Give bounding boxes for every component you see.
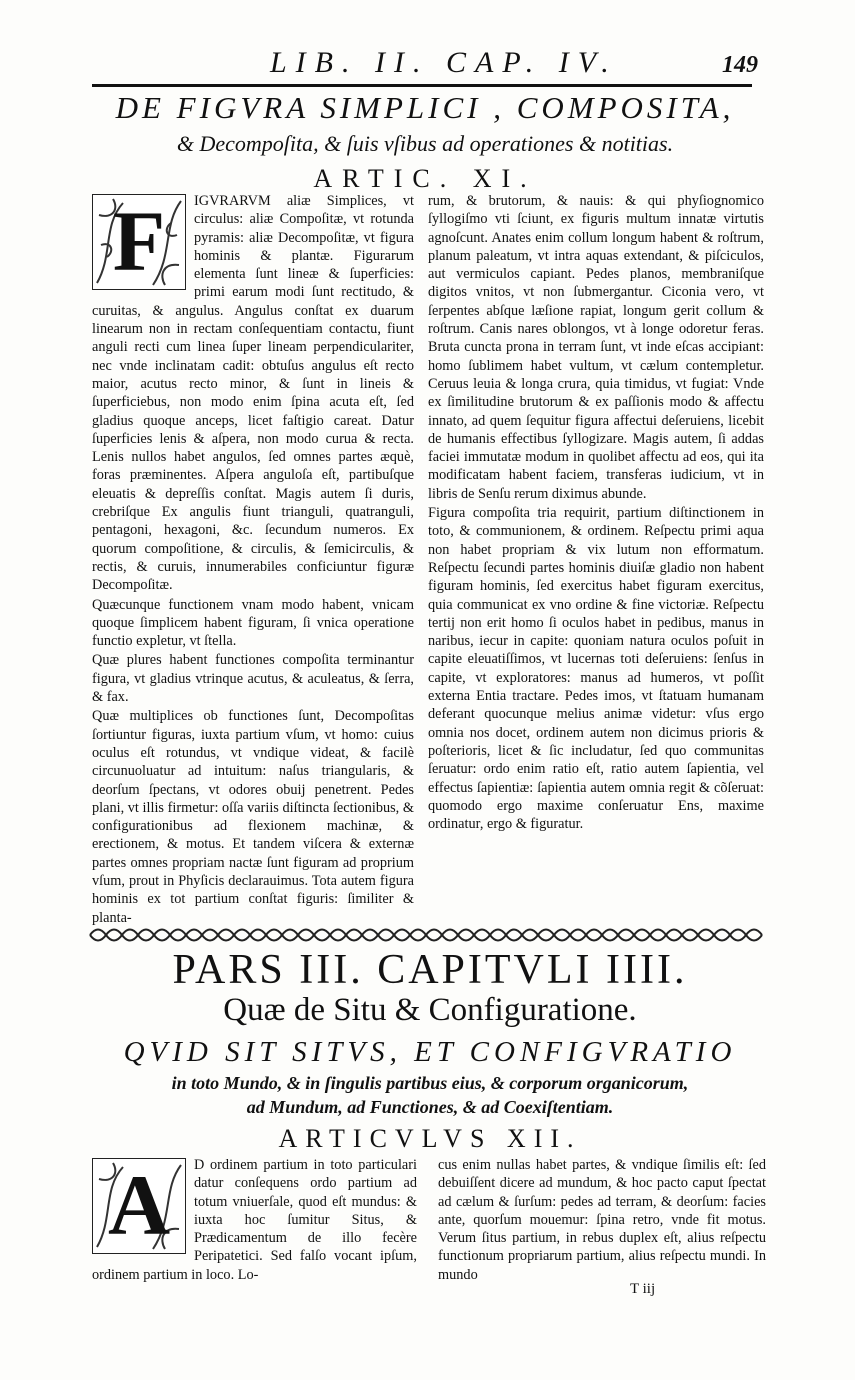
section-subtitle: & Decompoſita, & ſuis vſibus ad operationes & notitias. bbox=[176, 131, 674, 156]
section-title: DE FIGVRA SIMPLICI , COMPOSITA, bbox=[115, 90, 735, 125]
decorated-initial-f bbox=[92, 194, 186, 290]
paragraph: rum, & brutorum, & nauis: & qui phyſiognomico ſyllogiſmo vti ſciunt, ex figuris multum innatæ virtutis agnoſcunt. Anates enim collum longum habent & roſtrum, planum paleatum, vt intra aquas extendant, & piſciculos, aut vermiculos capiant. Pedes planos, membraniſque digitos vnitos, vt non ſubmergantur. Ciconia vero, vt ſerpentes abſque læſione rapiat, longum gerit collum & roſtrum. Canis nares oblongos, vt à longe odoretur feras. Bruta cuncta prona in terram ſunt, vt inde eſcas accipiant: homo ſublimem habet vultum, vt cælum contempletur. Ceruus leuia & longa crura, quia timidus, vt fugiat: Vnde ex ſimilitudine brutorum & ex paſſionis modo & affectu innato, ad quem ſequitur figura affectui deſeruiens, licebit de humanis effectibus ſyllogizare. Magis autem, ſi addas faciei immutatæ modum in quolibet affectu ad eos, qui ita modificatam habent faciem, transferas iudicium, vt in libris de Senſu rerum diximus abunde. bbox=[428, 193, 764, 502]
paragraph: cus enim nullas habet partes, & vndique ſimilis eſt: ſed debuiſſent dicere ad mundum, & hoc pacto caput ſpectat ad cælum & ſurſum: pedes ad terram, & deorſum: facies ante, quorſum mouemur: ſpina retro, vnde fit motus. Verum ſitus partium, in rebus duplex eſt, alius reſpectu functionum propriarum partium, alius reſpectu mundi. In mundo bbox=[438, 1157, 766, 1283]
article-heading: ARTIC. XI. bbox=[313, 164, 537, 193]
text-column-left-2 bbox=[92, 1156, 417, 1286]
dropcap-letter: F bbox=[112, 193, 166, 289]
running-title: LIB. II. CAP. IV. bbox=[270, 46, 618, 79]
page-number: 149 bbox=[722, 52, 758, 78]
paragraph: Figura compoſita tria requirit, partium diſtinctionem in toto, & communionem, & ordinem. Reſpectu primi aqua non habet propriam & vix lutum non efformatum. Reſpectu ſecundi partes hominis diuiſæ gladio non habent figuram hominis, ſed exercitus habet figuram exercitus, quia communicat ex vno ordine & fine victoriæ. Reſpectu tertij non erit homo ſi oculos habet in pedibus, manus in naribus, iecur in capite: quoniam natura oculos poſuit in capite eleuatiſſimos, vt lucernas toti deſeruiens: ſenſus in capite, vt exploratores: manus ad humeros, vt poſſit externa Entia tractare. Pedes imos, vt ſtatuam humanam deferant quocunque melius animæ videtur: vſus ergo omnia nos docet, ordinem autem non dicimus prioris & poſterioris, licet & ſic includatur, ſed quo communitas ſeruatur: ordo enim ratio eſt, ratio autem ſapientia, vel effectus ſapientiæ: ſapientia autem omnia regit & cõſeruat: quomodo ergo maxime conſeruatur Ens, maxime ordinatur, ergo & figuratur. bbox=[428, 505, 764, 833]
section-subtitle-2b: ad Mundum, ad Functiones, & ad Coexiſtentiam. bbox=[246, 1097, 614, 1117]
decorated-initial-a bbox=[92, 1158, 186, 1254]
section-title-2: QVID SIT SITVS, ET CONFIGVRATIO bbox=[123, 1036, 737, 1068]
paragraph: IGVRARVM aliæ Simplices, vt circulus: aliæ Compoſitæ, vt rotunda pyramis: aliæ Decompoſitæ, vt figura hominis & plantæ. Figurarum elementa ſunt lineæ & ſuperficies: primi earum modi ſunt rectitudo, & curuitas, & angulus. Angulus conſtat ex duarum linearum non in rectam conſequentiam contactu, fiunt anguli recti cum linea ſuper lineam perpendiculariter, nec vnde inclinatam cadit: obtuſus angulus eſt recto maior, acutus recto minor, & ſunt in lineis & ſuperficiebus, non modo enim ſpina acuta eſt, ſed gladius quoque anceps, licet faſtigio careat. Datur ſuperficies lenis & aſpera, non modo curua & recta. Lenis nullos habet angulos, ſed omnes partes æquè, foras præminentes. Aſpera anguloſa eſt, partibuſque eleuatis & depreſſis conſtat. Magis autem ſi duris, crebriſque Ex angulis fiunt trianguli, quatranguli, pentagoni, hexagoni, &c. ſecundum numeros. Ex quorum compoſitione, & circulis, & ſemicirculis, & rectis, & curuis, innumerabiles conficiuntur figuræ Decompoſitæ. bbox=[92, 193, 414, 594]
text-column-right bbox=[428, 192, 764, 917]
part-heading: PARS III. CAPITVLI IIII. bbox=[172, 947, 688, 993]
page-header bbox=[0, 44, 855, 84]
article-heading-2: ARTICVLVS XII. bbox=[278, 1124, 582, 1153]
text-column-right-2 bbox=[438, 1156, 766, 1298]
paragraph: Quæ plures habent functiones compoſita terminantur figura, vt gladius vtrinque acutus, & aculeatus, & ſerra, & fax. bbox=[92, 652, 414, 706]
paragraph: Quæ multiplices ob functiones ſunt, Decompoſitas ſortiuntur figuras, iuxta partium vſum, vt homo: cuius oculus eſt rotundus, vt vndique videat, & facilè circunuoluatur ad intuitum: naſus triangularis, & deorſum ſpectans, vt odores obuij penetrent. Pedes plani, vt illis firmetur: oſſa variis diſtincta ſectionibus, & configurationibus ad flexionem machinæ, & erectionem, & motus. Et tandem viſcera & externæ partes omnes propriam nactæ ſunt figuram ad proprium vſum, prout in Phyſicis declarauimus. Tota autem figura hominis ex tot partium conſtat figuris: ſimiliter & planta- bbox=[92, 708, 414, 926]
ornamental-border bbox=[90, 922, 762, 948]
paragraph: Quæcunque functionem vnam modo habent, vnicam quoque ſimplicem habent figuram, ſi vnica operatione functio expletur, vt ſtella. bbox=[92, 596, 414, 650]
floral-border-icon bbox=[90, 922, 762, 948]
paragraph: D ordinem partium in toto particulari datur conſequens ordo partium ad totum vniuerſale, quod eſt mundus: & iuxta hoc ſumitur Situs, & Prædicamentum de illo fecère Peripatetici. Sed falſo vocant ipſum, ordinem partium in loco. Lo- bbox=[92, 1157, 417, 1283]
section-subtitle-2a: in toto Mundo, & in ſingulis partibus eius, & corporum organicorum, bbox=[171, 1073, 689, 1093]
signature-mark: T iij bbox=[630, 1281, 656, 1297]
header-rule bbox=[92, 84, 752, 87]
dropcap-letter: A bbox=[107, 1157, 171, 1253]
text-column-left bbox=[92, 192, 414, 926]
part-subheading: Quæ de Situ & Configuratione. bbox=[223, 992, 637, 1028]
